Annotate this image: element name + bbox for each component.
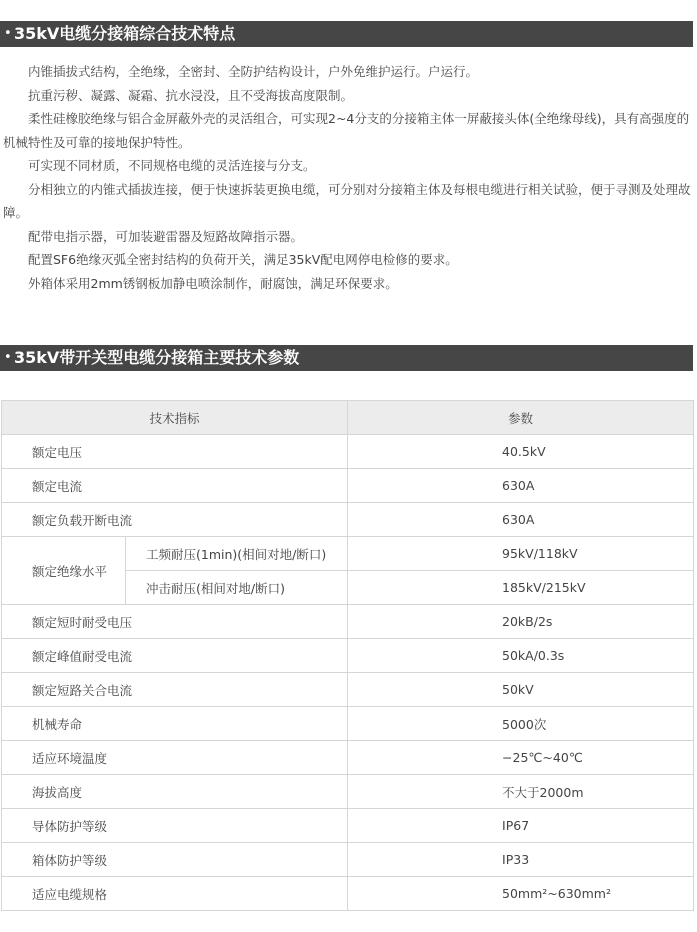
section-bullet: • bbox=[4, 26, 12, 41]
row-label: 导体防护等级 bbox=[2, 809, 348, 843]
feature-paragraph: 柔性硅橡胶绝缘与铝合金屏蔽外壳的灵活组合，可实现2~4分支的分接箱主体一屏蔽接头体(全绝缘母线)，具有高强度的机械特性及可靠的接地保护特性。 bbox=[3, 111, 690, 150]
row-label: 机械寿命 bbox=[2, 707, 348, 741]
row-value: −25℃~40℃ bbox=[348, 741, 694, 775]
table-row bbox=[2, 843, 694, 877]
row-value: 40.5kV bbox=[348, 435, 694, 469]
row-label-group: 额定绝缘水平 bbox=[2, 537, 126, 605]
row-value: IP67 bbox=[348, 809, 694, 843]
section-header-specs bbox=[0, 345, 693, 371]
table-row bbox=[2, 435, 694, 469]
row-value: 20kB/2s bbox=[348, 605, 694, 639]
row-value: 630A bbox=[348, 503, 694, 537]
row-sublabel: 工频耐压(1min)(相间对地/断口) bbox=[126, 537, 348, 571]
section-bullet: • bbox=[4, 350, 12, 365]
row-label: 额定电流 bbox=[2, 469, 348, 503]
feature-paragraph: 配置SF6绝缘灭弧全密封结构的负荷开关，满足35kV配电网停电检修的要求。 bbox=[28, 252, 458, 267]
row-value: 95kV/118kV bbox=[348, 537, 694, 571]
spec-table bbox=[1, 400, 694, 911]
feature-paragraph: 内锥插拔式结构，全绝缘，全密封、全防护结构设计，户外免维护运行。户运行。 bbox=[28, 64, 479, 79]
row-label: 额定峰值耐受电流 bbox=[2, 639, 348, 673]
row-label: 适应电缆规格 bbox=[2, 877, 348, 911]
table-row bbox=[2, 537, 694, 571]
row-value: 不大于2000m bbox=[348, 775, 694, 809]
row-value: IP33 bbox=[348, 843, 694, 877]
section-title-specs: 35kV带开关型电缆分接箱主要技术参数 bbox=[14, 348, 300, 367]
section-header-features bbox=[0, 21, 693, 47]
section-title-features: 35kV电缆分接箱综合技术特点 bbox=[14, 24, 236, 43]
table-row bbox=[2, 877, 694, 911]
row-value: 50kV bbox=[348, 673, 694, 707]
row-value: 5000次 bbox=[348, 707, 694, 741]
row-value: 50kA/0.3s bbox=[348, 639, 694, 673]
row-sublabel: 冲击耐压(相间对地/断口) bbox=[126, 571, 348, 605]
header-parameter: 参数 bbox=[348, 401, 694, 435]
row-label: 适应环境温度 bbox=[2, 741, 348, 775]
row-label: 额定电压 bbox=[2, 435, 348, 469]
row-value: 185kV/215kV bbox=[348, 571, 694, 605]
table-row bbox=[2, 503, 694, 537]
row-label: 箱体防护等级 bbox=[2, 843, 348, 877]
row-value: 630A bbox=[348, 469, 694, 503]
row-label: 额定负载开断电流 bbox=[2, 503, 348, 537]
table-header-row bbox=[2, 401, 694, 435]
row-label: 海拔高度 bbox=[2, 775, 348, 809]
feature-paragraph: 配带电指示器，可加装避雷器及短路故障指示器。 bbox=[28, 228, 304, 244]
table-row bbox=[2, 639, 694, 673]
feature-paragraph: 可实现不同材质，不同规格电缆的灵活连接与分支。 bbox=[28, 158, 316, 173]
table-row bbox=[2, 673, 694, 707]
table-row bbox=[2, 741, 694, 775]
feature-paragraph: 抗重污秽、凝露、凝霜、抗水浸没，且不受海拔高度限制。 bbox=[28, 87, 354, 103]
table-row bbox=[2, 809, 694, 843]
header-indicator: 技术指标 bbox=[2, 401, 348, 435]
table-row bbox=[2, 775, 694, 809]
row-label: 额定短时耐受电压 bbox=[2, 605, 348, 639]
feature-paragraph: 分相独立的内锥式插拔连接，便于快速拆装更换电缆，可分别对分接箱主体及每根电缆进行相关试验，便于寻测及处理故障。 bbox=[3, 181, 691, 220]
table-row bbox=[2, 707, 694, 741]
table-row bbox=[2, 469, 694, 503]
feature-paragraph: 外箱体采用2mm锈钢板加静电喷涂制作，耐腐蚀，满足环保要求。 bbox=[28, 275, 398, 291]
features-list bbox=[3, 60, 693, 295]
row-label: 额定短路关合电流 bbox=[2, 673, 348, 707]
row-value: 50mm²~630mm² bbox=[348, 877, 694, 911]
table-row bbox=[2, 605, 694, 639]
